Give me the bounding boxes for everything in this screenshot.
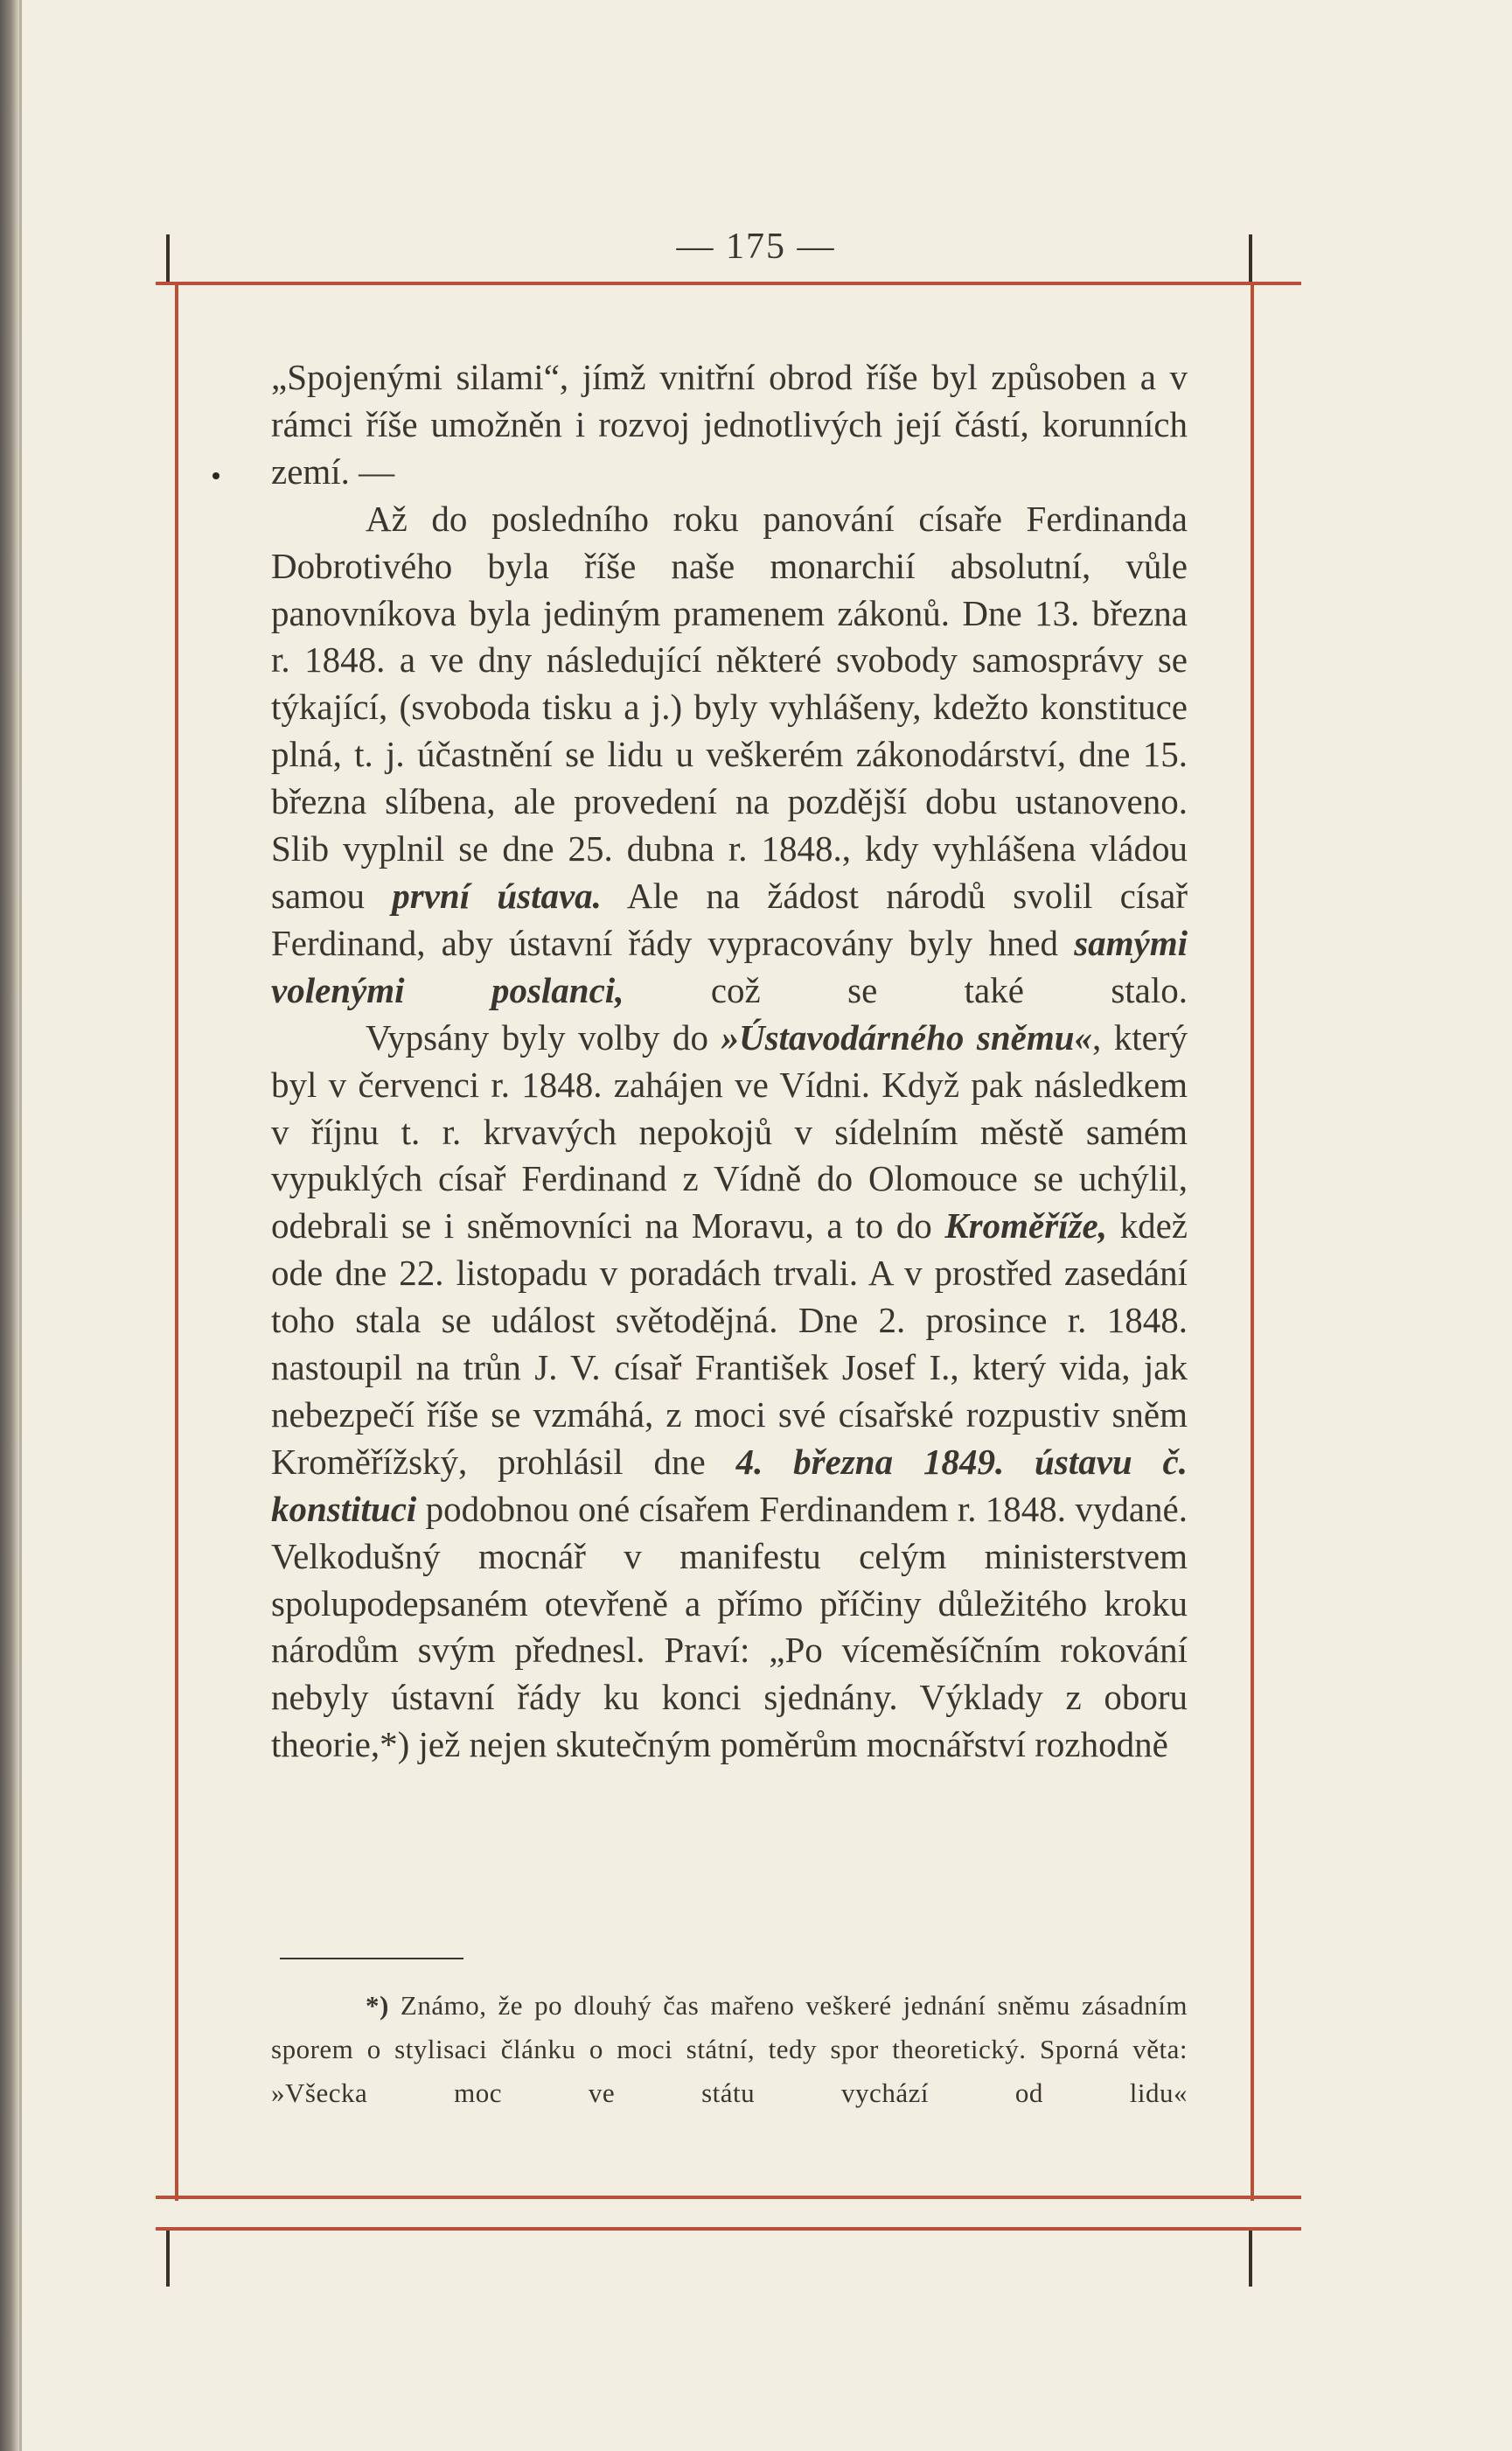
top-border-rule — [156, 282, 1301, 285]
gutter-edge — [19, 0, 22, 2451]
paragraph-3-text-c: kdež ode dne 22. listopadu v poradách trvali. A v prostřed zasedání toho stala se událost světodějná. Dne 2. prosince r. 1848. nastoupil na trůn J. V. císař František Josef I., který vida, jak nebezpečí říše se vzmáhá, z moci své císařské rozpustiv sněm Kroměřížský, prohlásil dne — [271, 1205, 1188, 1482]
paragraph-3-text-b: , který byl v červenci r. 1848. zahájen ve Vídni. Když pak následkem v říjnu t. r. krvavých nepokojů v sídelním městě samém vypuklých císař Ferdinand z Vídně do Olomouce se uchýlil, odebrali se i sněmovníci na Moravu, a to do — [271, 1016, 1188, 1246]
footnote-mark: *) — [366, 1990, 389, 2021]
footnote — [271, 1984, 1188, 2115]
paragraph-2-text-b: Ale na žádost národů svolil císař Ferdinand, aby ústavní řády vypracovány byly hned — [271, 875, 1188, 963]
paragraph-1-text: „Spojenými silami“, jímž vnitřní obrod říše byl způsoben a v rámci říše umožněn i rozvoj jednotlivých její částí, korunních zemí. — — [271, 357, 1188, 492]
paragraph-3-text-a: Vypsány byly volby do — [366, 1016, 708, 1058]
book-gutter — [0, 0, 19, 2451]
margin-mark — [213, 472, 219, 479]
bottom-border-rule-2 — [156, 2227, 1301, 2231]
paragraph-2-text-a: Až do posledního roku panování císaře Ferdinanda Dobrotivého byla říše naše monarchií absolutní, vůle panovníkova byla jediným pramenem zákonů. Dne 13. března r. 1848. a ve dny následující některé svobody samosprávy se týkající, (svoboda tisku a j.) byly vyhlášeny, kdežto konstituce plná, t. j. účastnění se lidu u veškerém zákonodárství, dne 15. března slíbena, ale provedení na pozdější dobu ustanoveno. Slib vyplnil se dne 25. dubna r. 1848., kdy vyhlášena vládou samou — [271, 498, 1188, 916]
footnote-text — [271, 1984, 1188, 2115]
bottom-border-rule — [156, 2196, 1301, 2199]
body-text — [271, 354, 1188, 1769]
left-border-rule — [175, 285, 178, 2201]
bottom-left-tick — [166, 2231, 170, 2287]
paragraph-3 — [271, 1015, 1188, 1770]
bottom-right-tick — [1249, 2231, 1252, 2287]
footnote-body: Známo, že po dlouhý čas mařeno veškeré jednání sněmu zásadním sporem o stylisaci článku o moci státní, tedy spor theoretický. Sporná věta: »Všecka moc ve státu vychází od lidu« — [271, 1990, 1188, 2108]
paragraph-3-text-d: podobnou oné císařem Ferdinandem r. 1848. vydané. Velkodušný mocnář v manifestu celým ministerstvem spolupodepsaném otevřeně a přímo příčiny důležitého kroku národům svým přednesl. Praví: „Po víceměsíčním rokování nebyly ústavní řády ku konci sjednány. Výklady z oboru theorie,*) jež nejen skutečným poměrům mocnářství rozhodně — [271, 1488, 1188, 1765]
page-number: — 175 — — [676, 227, 836, 267]
footnote-separator — [280, 1958, 463, 1959]
right-border-rule — [1251, 285, 1254, 2201]
emphasis-kromerize: Kroměříže, — [944, 1205, 1107, 1246]
emphasis-volenymi-poslanci: samými volenými poslanci, — [271, 922, 1188, 1010]
emphasis-prvni-ustava: první ústava. — [392, 875, 602, 916]
paragraph-2 — [271, 496, 1188, 1015]
emphasis-ustavodarneho-snemu: »Ústavodárného sněmu« — [721, 1016, 1093, 1058]
paragraph-2-text-c: což se také stalo. — [710, 969, 1188, 1010]
paragraph-1 — [271, 354, 1188, 496]
emphasis-ustava-1849: 4. března 1849. ústavu č. konstituci — [271, 1441, 1188, 1529]
